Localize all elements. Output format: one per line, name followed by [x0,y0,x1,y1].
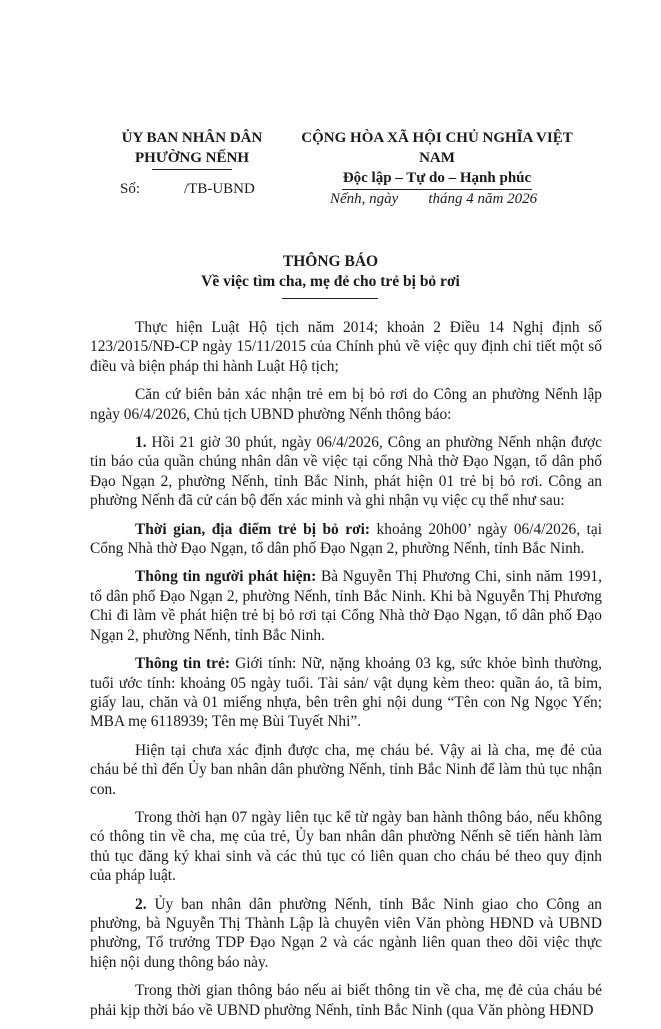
document-title: THÔNG BÁO [282,253,379,270]
item-1-text: Hồi 21 giờ 30 phút, ngày 06/4/2026, Công an phường Nếnh nhận được tin báo của quần chúng nhân dân về việc tại cổng Nhà thờ Đạo Ngạn, tổ dân phố Đạo Ngạn 2, phường Nếnh, tỉnh Bắc Ninh, phát hiện 01 trẻ bị bỏ rơi. Công an phường Nếnh đã cử cán bộ đến xác minh và ghi nhận vụ việc cụ thể như sau: [90,434,602,510]
number-label: Số: [120,181,141,197]
finder-info-text: Bà Nguyễn Thị Phương Chi, sinh năm 1991, tổ dân phố Đạo Ngạn 2, phường Nếnh, tỉnh Bắc Ninh. Khi bà Nguyễn Thị Phương Chi đi làm về phát hiện trẻ bị bỏ rơi tại Cổng Nhà thờ Đạo Ngạn, tổ dân phố Đạo Ngạn 2, phường Nếnh, tỉnh Bắc Ninh. [90,568,602,644]
agency-line-1: ỦY BAN NHÂN DÂN [121,130,263,146]
document-date [330,190,537,209]
agency-header [104,128,280,170]
subtitle-underline [282,298,378,299]
time-place-label: Thời gian, địa điểm trẻ bị bỏ rơi: [135,520,371,538]
paragraph-time-place [90,520,602,559]
number-value: /TB-UBND [184,181,255,197]
item-2-number: 2. [135,895,147,913]
paragraph-child-info [90,654,602,732]
item-2-text: Ủy ban nhân dân phường Nếnh, tỉnh Bắc Ninh giao cho Công an phường, bà Nguyễn Thị Thành Lập là chuyên viên Văn phòng HĐND và UBND phường, Tổ trưởng TDP Đạo Ngạn 2 và các ngành liên quan theo dõi việc thực hiện nội dung thông báo này. [90,895,602,971]
paragraph-deadline: Trong thời hạn 07 ngày liên tục kể từ ngày ban hành thông báo, nếu không có thông tin về cha, mẹ của trẻ, Ủy ban nhân dân phường Nếnh sẽ tiến hành làm thủ tục đăng ký khai sinh và các thủ tục có liên quan cho cháu bé theo quy định của pháp luật. [90,808,602,885]
paragraph-unknown-parents: Hiện tại chưa xác định được cha, mẹ cháu bé. Vậy ai là cha, mẹ đẻ của cháu bé thì đến Ủy ban nhân dân phường Nếnh, tỉnh Bắc Ninh để làm thủ tục nhận con. [90,741,602,798]
national-header [284,128,590,190]
child-info-text: Giới tính: Nữ, nặng khoảng 03 kg, sức khỏe bình thường, tuổi ước tính: khoảng 05 ngày tuổi. Tài sản/ vật dụng kèm theo: quần áo, tã bỉm, giấy lau, chăn và 01 miếng nhựa, bên trên ghi nội dung “Tên con Ng Ngọc Yến; MBA mẹ 6118939; Tên mẹ Bùi Tuyết Nhi”. [90,655,602,731]
paragraph-basis-record: Căn cứ biên bản xác nhận trẻ em bị bỏ rơi do Công an phường Nếnh lập ngày 06/4/2026, Chủ tịch UBND phường Nếnh thông báo: [90,386,602,423]
country-line: CỘNG HÒA XÃ HỘI CHỦ NGHĨA VIỆT NAM [301,130,573,166]
paragraph-finder-info [90,567,602,645]
paragraph-item-1 [90,433,602,511]
document-subtitle: Về việc tìm cha, mẹ đẻ cho trẻ bị bỏ rơi [201,273,460,290]
document-body [90,318,602,1029]
paragraph-legal-basis: Thực hiện Luật Hộ tịch năm 2014; khoản 2 Điều 14 Nghị định số 123/2015/NĐ-CP ngày 15/11/2015 của Chính phủ về việc quy định chi tiết một số điều và biện pháp thi hành Luật Hộ tịch; [90,319,602,375]
paragraph-report: Trong thời gian thông báo nếu ai biết thông tin về cha, mẹ đẻ của cháu bé phải kịp thời báo về UBND phường Nếnh, tỉnh Bắc Ninh (qua Văn phòng HĐND [90,982,602,1019]
motto: Độc lập – Tự do – Hạnh phúc [342,170,532,186]
document-number [120,180,255,199]
paragraph-item-2 [90,895,602,973]
agency-line-2: PHƯỜNG NẾNH [134,150,250,166]
date-rest: tháng 4 năm 2026 [428,191,538,207]
time-place-text: khoảng 20h00’ ngày 06/4/2026, tại Cổng Nhà thờ Đạo Ngạn, tổ dân phố Đạo Ngạn 2, phường Nếnh, tỉnh Bắc Ninh. [90,520,602,558]
child-info-label: Thông tin trẻ: [135,655,230,673]
item-1-number: 1. [135,434,147,452]
agency-underline [152,169,232,170]
date-place: Nếnh, ngày [330,191,399,207]
finder-info-label: Thông tin người phát hiện: [135,568,317,586]
